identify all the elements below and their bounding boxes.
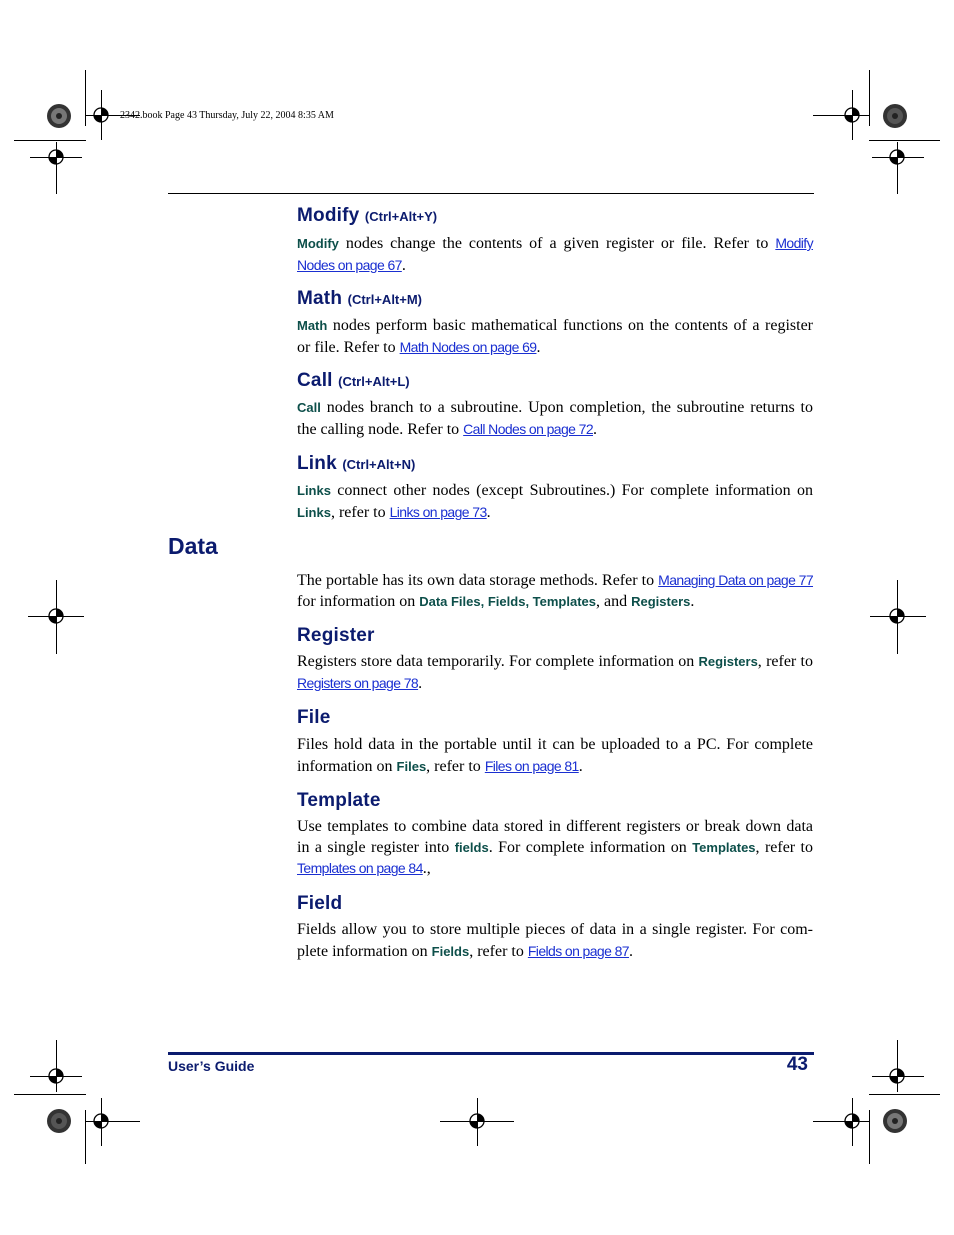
links-link[interactable]: Links on page 73 [389,503,487,520]
registration-target-icon [885,145,909,169]
registration-target-icon [465,1109,489,1133]
call-nodes-link[interactable]: Call Nodes on page 72 [463,420,594,437]
keyword: Files [396,758,427,774]
heading-shortcut: (Ctrl+Alt+Y) [364,209,438,224]
heading-title: Link [297,453,337,474]
keyword: Registers [698,654,758,669]
keyword: Registers [631,593,691,609]
fields-link[interactable]: Fields on page 87 [527,942,629,959]
modify-nodes-link[interactable]: Modify Nodes on page 67 [297,235,813,273]
field-heading: Field [297,893,343,914]
files-link[interactable]: Files on page 81 [484,757,579,774]
keyword: Math [297,318,328,333]
call-heading [297,370,410,392]
keyword: Modify [297,236,339,251]
register-paragraph: Registers store data temporarily. For complete information on Registers, refer to Registers on page 78. [297,653,813,692]
keyword: fields [454,839,489,855]
footer-title: User’s Guide [168,1058,255,1074]
managing-data-link[interactable]: Managing Data on page 77 [658,572,814,588]
print-stamp: 2342.book Page 43 Thursday, July 22, 2004 8:35 AM [120,110,334,121]
file-heading: File [297,707,331,728]
keyword: Fields [487,593,526,609]
keyword: Fields [431,943,470,959]
page-number: 43 [786,1054,808,1075]
keyword: Data Files [419,593,481,609]
data-heading: Data [168,533,218,559]
math-paragraph: Math nodes perform basic mathematical functions on the contents of a register or file. Refer to Math Nodes on page 69. [297,317,813,356]
template-paragraph: Use templates to combine data stored in different registers or break down data in a single register into fields. For complete information on Templates, refer to Templates on page 84., [297,818,813,877]
keyword: Templates [532,593,597,609]
starburst-mark-icon [46,103,72,129]
registration-target-icon [885,604,909,628]
keyword: Links [297,483,331,498]
registration-target-icon [44,145,68,169]
file-paragraph: Files hold data in the portable until it can be uploaded to a PC. For complete information on Files, refer to Files on page 81. [297,736,813,775]
registration-target-icon [44,604,68,628]
template-heading: Template [297,790,381,811]
heading-shortcut: (Ctrl+Alt+M) [347,292,423,307]
starburst-mark-icon [46,1108,72,1134]
modify-heading [297,205,437,227]
link-paragraph: Links connect other nodes (except Subroutines.) For complete information on Links, refer to Links on page 73. [297,482,813,521]
starburst-mark-icon [882,1108,908,1134]
registration-target-icon [885,1064,909,1088]
keyword: Templates [692,839,756,855]
heading-shortcut: (Ctrl+Alt+L) [338,374,410,389]
registration-target-icon [89,103,113,127]
heading-title: Math [297,288,343,309]
registration-target-icon [44,1064,68,1088]
register-heading: Register [297,625,375,646]
heading-title: Modify [297,205,360,226]
templates-link[interactable]: Templates on page 84 [297,860,423,876]
keyword: Call [297,400,321,415]
field-paragraph: Fields allow you to store multiple pieces of data in a single register. For com-plete information on Fields, refer to Fields on page 87. [297,921,813,960]
registration-target-icon [89,1109,113,1133]
call-paragraph: Call nodes branch to a subroutine. Upon completion, the subroutine returns to the calling node. Refer to Call Nodes on page 72. [297,399,813,438]
math-heading [297,288,422,310]
data-intro-paragraph: The portable has its own data storage methods. Refer to Managing Data on page 77 for information on Data Files, Fields, Templates, and Registers. [297,572,814,610]
heading-title: Call [297,370,333,391]
math-nodes-link[interactable]: Math Nodes on page 69 [399,338,537,355]
starburst-mark-icon [882,103,908,129]
registers-link[interactable]: Registers on page 78 [297,674,419,691]
heading-shortcut: (Ctrl+Alt+N) [342,457,416,472]
header-rule [168,193,814,194]
modify-paragraph: Modify nodes change the contents of a given register or file. Refer to Modify Nodes on page 67. [297,235,813,274]
link-heading [297,453,415,475]
keyword: Links [297,504,331,520]
footer-rule [168,1052,814,1055]
registration-target-icon [840,103,864,127]
registration-target-icon [840,1109,864,1133]
